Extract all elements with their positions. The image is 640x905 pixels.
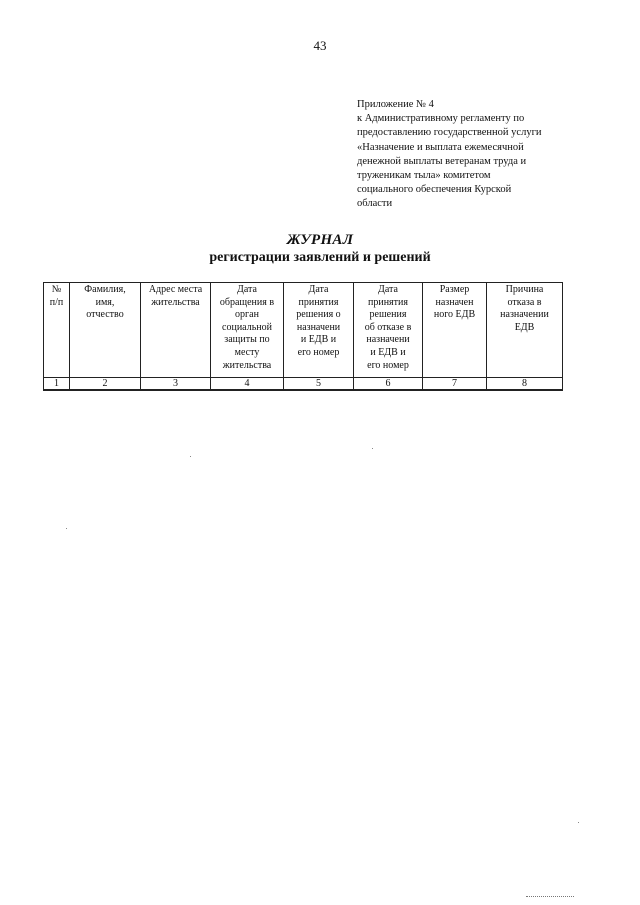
appendix-line: к Административному регламенту по xyxy=(357,113,525,125)
scan-speck xyxy=(66,528,67,529)
header-line: назначени xyxy=(366,334,410,346)
column-number-cell: 4 xyxy=(211,378,284,391)
column-header-refusal-reason xyxy=(487,283,563,378)
scan-speck xyxy=(190,456,191,457)
scan-edge-mark xyxy=(526,896,574,898)
header-line: Дата xyxy=(237,284,257,295)
appendix-line: социального обеспечения Курской xyxy=(357,184,512,196)
header-line: защиты по xyxy=(224,334,270,346)
column-number-cell: 1 xyxy=(44,378,70,391)
appendix-line: денежной выплаты ветеранам труда и xyxy=(357,155,527,167)
appendix-note xyxy=(357,98,587,212)
header-line: социальной xyxy=(222,321,272,333)
column-header-address xyxy=(141,283,211,378)
column-header-application-date xyxy=(211,283,284,378)
header-line: отчество xyxy=(86,309,124,321)
journal-subtitle: регистрации заявлений и решений xyxy=(209,250,431,265)
column-number-cell: 3 xyxy=(141,378,211,391)
appendix-line: Приложение № 4 xyxy=(357,99,434,110)
column-header-full-name xyxy=(70,283,141,378)
header-line: жительства xyxy=(151,296,200,308)
header-line: обращения в xyxy=(219,296,275,308)
header-line: его номер xyxy=(297,346,340,358)
header-line: Дата xyxy=(308,284,329,295)
header-line: орган xyxy=(235,309,259,321)
header-line: Дата xyxy=(378,284,398,295)
appendix-line: предоставлению государственной услуги xyxy=(357,127,542,139)
header-line: назначен xyxy=(435,296,474,308)
column-header-amount xyxy=(423,283,487,378)
header-line: жительства xyxy=(222,359,272,371)
column-header-grant-decision xyxy=(284,283,354,378)
header-line: Адрес места xyxy=(148,284,203,295)
column-header-refusal-decision xyxy=(354,283,423,378)
header-line: отказа в xyxy=(507,296,542,308)
header-line: решения xyxy=(369,309,407,321)
journal-title: ЖУРНАЛ xyxy=(286,232,354,248)
header-line: ного ЕДВ xyxy=(433,309,476,321)
page-number: 43 xyxy=(313,38,327,53)
header-line: об отказе в xyxy=(364,321,412,333)
column-header-number xyxy=(44,283,70,378)
scan-speck xyxy=(578,822,579,823)
scan-speck xyxy=(372,448,373,449)
registration-table xyxy=(43,282,563,391)
header-line: принятия xyxy=(298,296,339,308)
appendix-line: области xyxy=(357,198,393,210)
column-number-row xyxy=(44,378,563,391)
header-line: месту xyxy=(234,346,260,358)
header-line: Фамилия, xyxy=(84,284,126,295)
column-number-cell: 5 xyxy=(284,378,354,391)
header-line: и ЕДВ и xyxy=(300,334,337,346)
column-number-cell: 6 xyxy=(354,378,423,391)
header-line: назначении xyxy=(500,309,549,321)
column-number-cell: 8 xyxy=(487,378,563,391)
header-line: назначени xyxy=(296,321,341,333)
header-line: имя, xyxy=(95,296,115,308)
header-line: Причина xyxy=(505,284,544,295)
header-line: ЕДВ xyxy=(514,321,535,333)
header-line: принятия xyxy=(368,296,408,308)
appendix-line: «Назначение и выплата ежемесячной xyxy=(357,141,524,153)
header-line: п/п xyxy=(49,296,64,308)
appendix-line: труженикам тыла» комитетом xyxy=(357,170,491,182)
column-number-cell: 7 xyxy=(423,378,487,391)
header-line: его номер xyxy=(367,359,409,371)
header-line: Размер xyxy=(439,284,470,295)
table-header-row xyxy=(44,283,563,378)
column-number-cell: 2 xyxy=(70,378,141,391)
header-line: решения о xyxy=(296,309,341,321)
header-line: № xyxy=(51,284,62,295)
header-line: и ЕДВ и xyxy=(370,346,406,358)
